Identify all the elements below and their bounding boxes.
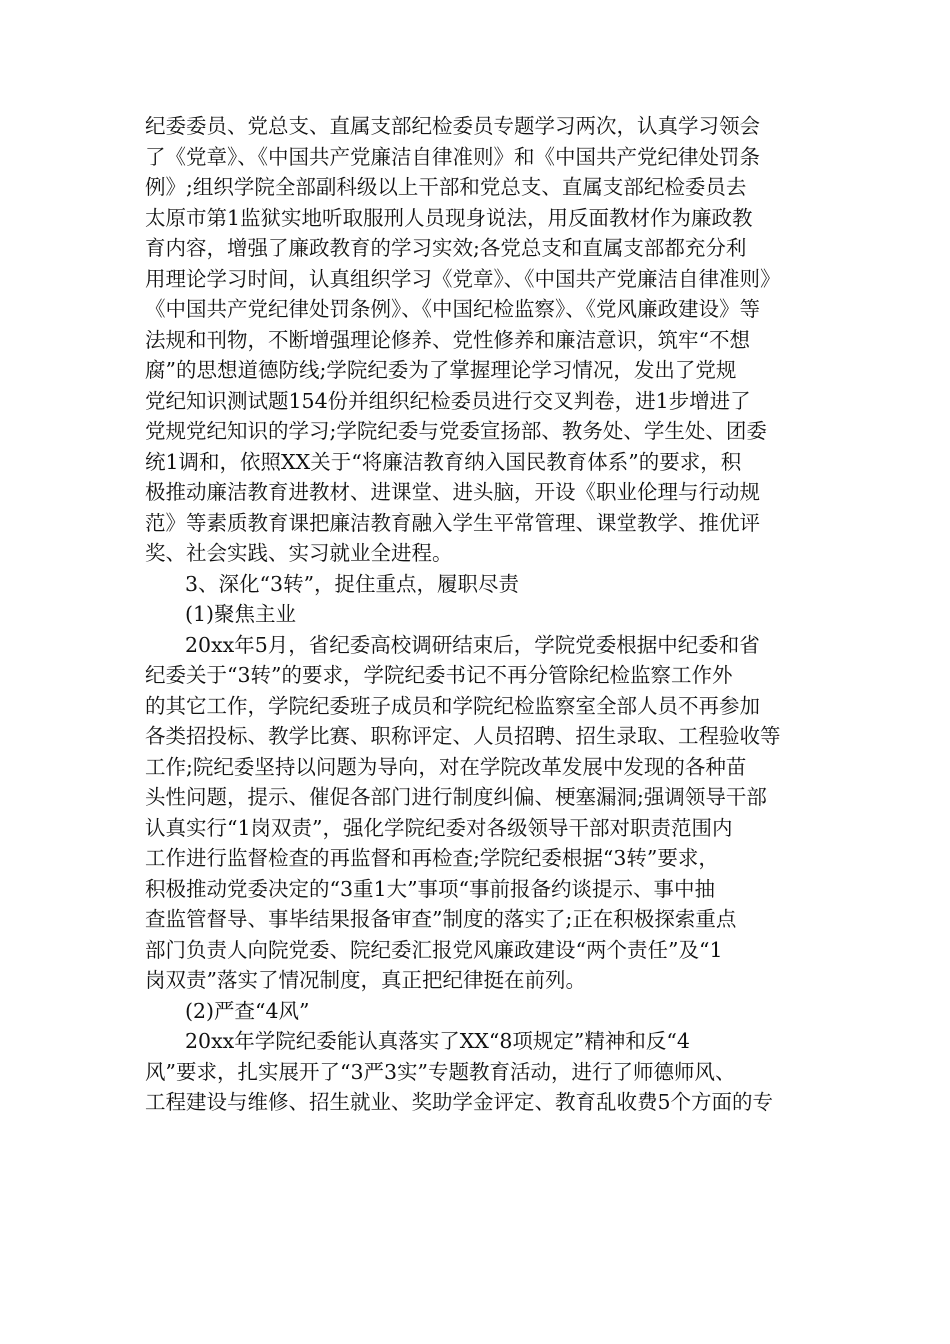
subheading-text: (2)严查“4风”: [185, 998, 310, 1023]
text-line: 太原市第1监狱实地听取服刑人员现身说法，用反面教材作为廉政教: [145, 205, 753, 230]
paragraph-2: [145, 630, 805, 996]
text-line: 风”要求，扎实展开了“3严3实”专题教育活动，进行了师德师风、: [145, 1059, 736, 1084]
document-page: [145, 111, 805, 1118]
text-line: 头性问题，提示、催促各部门进行制度纠偏、梗塞漏洞;强调领导干部: [145, 785, 767, 809]
text-line: 用理论学习时间，认真组织学习《党章》、《中国共产党廉洁自律准则》: [145, 266, 781, 291]
subheading-text: (1)聚焦主业: [185, 602, 297, 626]
text-line: 奖、社会实践、实习就业全进程。: [145, 541, 453, 565]
paragraph-3: [145, 1026, 805, 1118]
paragraph-1: [145, 111, 805, 569]
text-line: 例》;组织学院全部副科级以上干部和党总支、直属支部纪检委员去: [145, 175, 747, 199]
text-line: 各类招投标、教学比赛、职称评定、人员招聘、招生录取、工程验收等: [145, 724, 781, 748]
text-line: 工作;院纪委坚持以问题为导向，对在学院改革发展中发现的各种苗: [145, 754, 747, 779]
text-line: 《中国共产党纪律处罚条例》、《中国纪检监察》、《党风廉政建设》等: [145, 297, 760, 321]
text-line: 法规和刊物，不断增强理论修养、党性修养和廉洁意识，筑牢“不想: [145, 327, 750, 352]
text-line: 积极推动党委决定的“3重1大”事项“事前报备约谈提示、事中抽: [145, 876, 716, 901]
text-line: 统1调和，依照XX关于“将廉洁教育纳入国民教育体系”的要求，积: [145, 449, 742, 474]
subsection-heading-1: [145, 599, 805, 630]
text-line: 党规党纪知识的学习;学院纪委与党委宣扬部、教务处、学生处、团委: [145, 419, 767, 443]
text-line: 腐”的思想道德防线;学院纪委为了掌握理论学习情况，发出了党规: [145, 358, 737, 382]
text-line: 范》等素质教育课把廉洁教育融入学生平常管理、课堂教学、推优评: [145, 510, 760, 535]
text-line: 了《党章》、《中国共产党廉洁自律准则》和《中国共产党纪律处罚条: [145, 144, 760, 169]
section-heading: [145, 569, 805, 600]
text-line: 工程建设与维修、招生就业、奖助学金评定、教育乱收费5个方面的专: [145, 1090, 774, 1114]
text-line: 部门负责人向院党委、院纪委汇报党风廉政建设“两个责任”及“1: [145, 937, 723, 962]
text-line: 极推动廉洁教育进教材、进课堂、进头脑，开设《职业伦理与行动规: [145, 480, 760, 504]
text-line: 20xx年5月，省纪委高校调研结束后，学院党委根据中纪委和省: [185, 632, 760, 657]
text-line: 认真实行“1岗双责”，强化学院纪委对各级领导干部对职责范围内: [145, 815, 733, 840]
text-line: 的其它工作，学院纪委班子成员和学院纪检监察室全部人员不再参加: [145, 693, 760, 718]
text-line: 工作进行监督检查的再监督和再检查;学院纪委根据“3转”要求，: [145, 846, 719, 870]
text-line: 查监管督导、事毕结果报备审查”制度的落实了;正在积极探索重点: [145, 907, 737, 931]
text-line: 20xx年学院纪委能认真落实了XX“8项规定”精神和反“4: [185, 1029, 690, 1053]
text-line: 纪委委员、党总支、直属支部纪检委员专题学习两次，认真学习领会: [145, 114, 760, 138]
text-line: 党纪知识测试题154份并组织纪检委员进行交叉判卷，进1步增进了: [145, 388, 751, 413]
text-line: 岗双责”落实了情况制度，真正把纪律挺在前列。: [145, 968, 586, 992]
subsection-heading-2: [145, 996, 805, 1027]
heading-text: 3、深化“3转”，捉住重点，履职尽责: [185, 571, 520, 596]
text-line: 育内容，增强了廉政教育的学习实效;各党总支和直属支部都充分利: [145, 236, 747, 260]
text-line: 纪委关于“3转”的要求，学院纪委书记不再分管除纪检监察工作外: [145, 663, 733, 687]
